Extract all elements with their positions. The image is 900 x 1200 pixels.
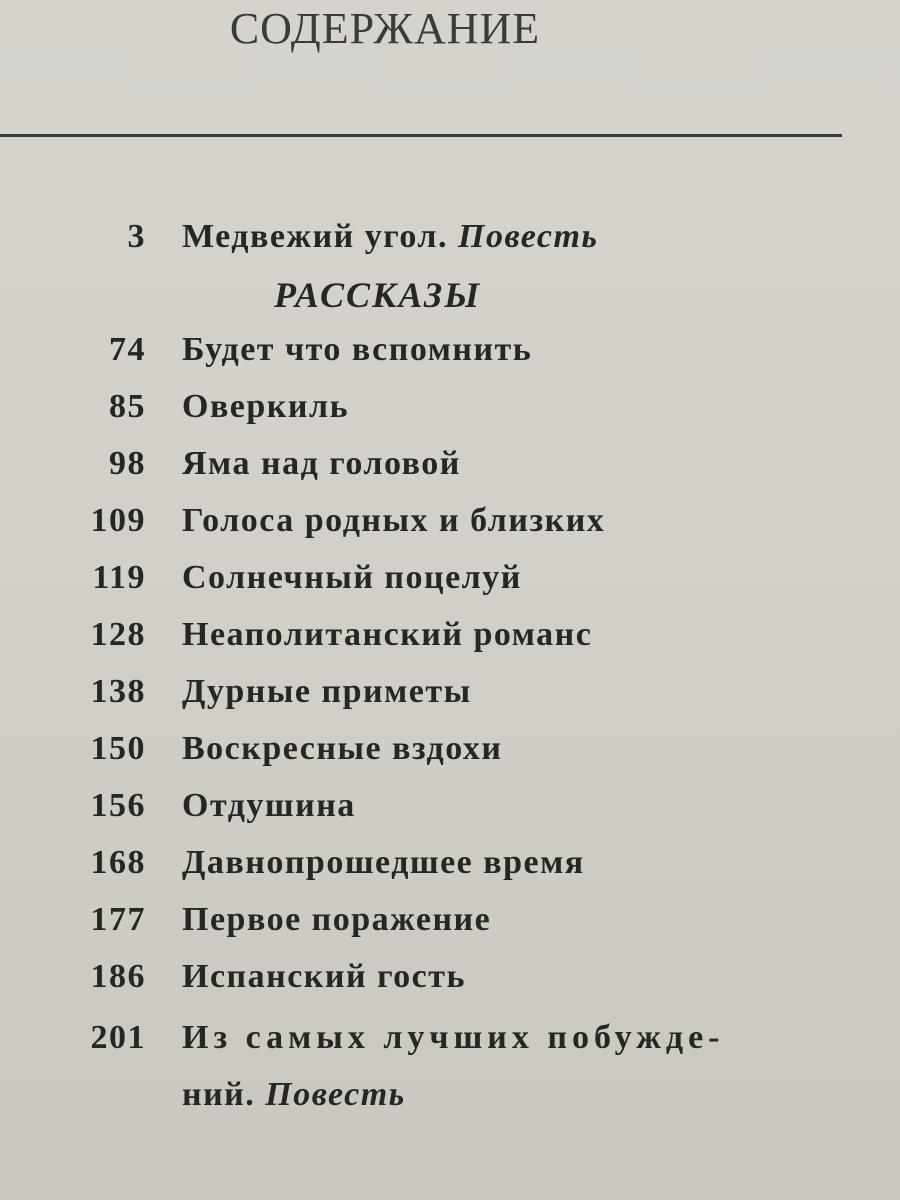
- toc-title: Яма над головой: [182, 445, 461, 482]
- toc-genre: Повесть: [458, 218, 599, 255]
- toc-page-number: 98: [109, 445, 146, 482]
- toc-page-number: 177: [90, 901, 146, 938]
- toc-page-number: 3: [127, 218, 146, 255]
- toc-page-number: 138: [90, 673, 146, 710]
- page-title: СОДЕРЖАНИЕ: [229, 4, 541, 53]
- toc-page-number: 85: [109, 388, 146, 425]
- toc-page-number: 201: [90, 1019, 146, 1056]
- toc-title: Воскресные вздохи: [182, 730, 503, 767]
- toc-title: Испанский гость: [182, 958, 466, 995]
- toc-title: Отдушина: [182, 787, 356, 824]
- toc-title: Неаполитанский романс: [182, 616, 593, 653]
- toc-page-number: 109: [90, 502, 146, 539]
- toc-title: Давнопрошедшее время: [182, 844, 585, 881]
- toc-title: Оверкиль: [182, 388, 350, 425]
- divider-rule: [0, 134, 842, 137]
- toc-page-number: 74: [109, 331, 146, 368]
- toc-title: Будет что вспомнить: [182, 331, 533, 368]
- toc-title: Первое поражение: [182, 901, 492, 938]
- toc-title-continuation: [182, 1070, 406, 1120]
- toc-title: [182, 212, 598, 262]
- toc-title-line1: Из самых лучших побужде-: [182, 1019, 725, 1056]
- toc-title-text: Медвежий угол.: [182, 218, 448, 255]
- toc-page-number: 119: [92, 559, 146, 596]
- toc-page-number: 128: [90, 616, 146, 653]
- toc-title-line2: ний.: [182, 1076, 256, 1113]
- toc-page-number: 168: [90, 844, 146, 881]
- section-heading: РАССКАЗЫ: [274, 275, 482, 315]
- toc-page-number: 156: [90, 787, 146, 824]
- toc-page-number: 150: [90, 730, 146, 767]
- toc-title: Голоса родных и близких: [182, 502, 606, 539]
- toc-title: Дурные приметы: [182, 673, 472, 710]
- toc-genre: Повесть: [265, 1076, 406, 1113]
- toc-title: Солнечный поцелуй: [182, 559, 522, 596]
- toc-page-number: 186: [90, 958, 146, 995]
